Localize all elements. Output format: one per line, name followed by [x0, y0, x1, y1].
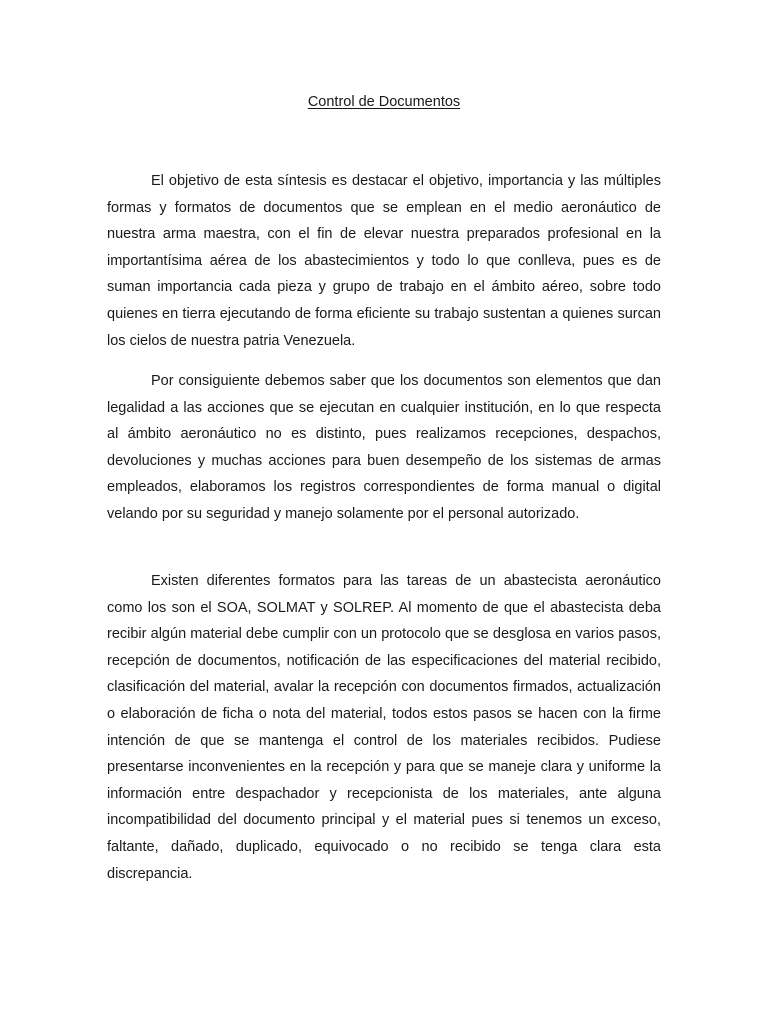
paragraph-formats-protocol: Existen diferentes formatos para las tareas de un abastecista aeronáutico como los son el SOA, SOLMAT y SOLREP. Al momento de que el abastecista deba recibir algún material debe cumplir con un protocolo que se desglosa en varios pasos, recepción de documentos, notificación de las especificaciones del material recibido, clasificación del material, avalar la recepción con documentos firmados, actualización o elaboración de ficha o nota del material, todos estos pasos se hacen con la firme intención de que se mantenga el control de los materiales recibidos. Pudiese presentarse inconvenientes en la recepción y para que se maneje clara y uniforme la información entre despachador y recepcionista de los materiales, ante alguna incompatibilidad del documento principal y el material pues si tenemos un exceso, faltante, dañado, duplicado, equivocado o no recibido se tenga clara esta discrepancia.: [107, 573, 661, 882]
paragraph-documents-legality: Por consiguiente debemos saber que los documentos son elementos que dan legalidad a las acciones que se ejecutan en cualquier institución, en lo que respecta al ámbito aeronáutico no es distinto, pues realizamos recepciones, despachos, devoluciones y muchas acciones para buen desempeño de los sistemas de armas empleados, elaboramos los registros correspondientes de forma manual o digital velando por su seguridad y manejo solamente por el personal autorizado.: [107, 373, 661, 522]
paragraph-objective: El objetivo de esta síntesis es destacar el objetivo, importancia y las múltiples formas y formatos de documentos que se emplean en el medio aeronáutico de nuestra arma maestra, con el fin de elevar nuestra preparados profesional en la importantísima aérea de los abastecimientos y todo lo que conlleva, pues es de suman importancia cada pieza y grupo de trabajo en el ámbito aéreo, sobre todo quienes en tierra ejecutando de forma eficiente su trabajo sustentan a quienes surcan los cielos de nuestra patria Venezuela.: [107, 173, 661, 349]
page-title: Control de Documentos: [307, 94, 461, 110]
